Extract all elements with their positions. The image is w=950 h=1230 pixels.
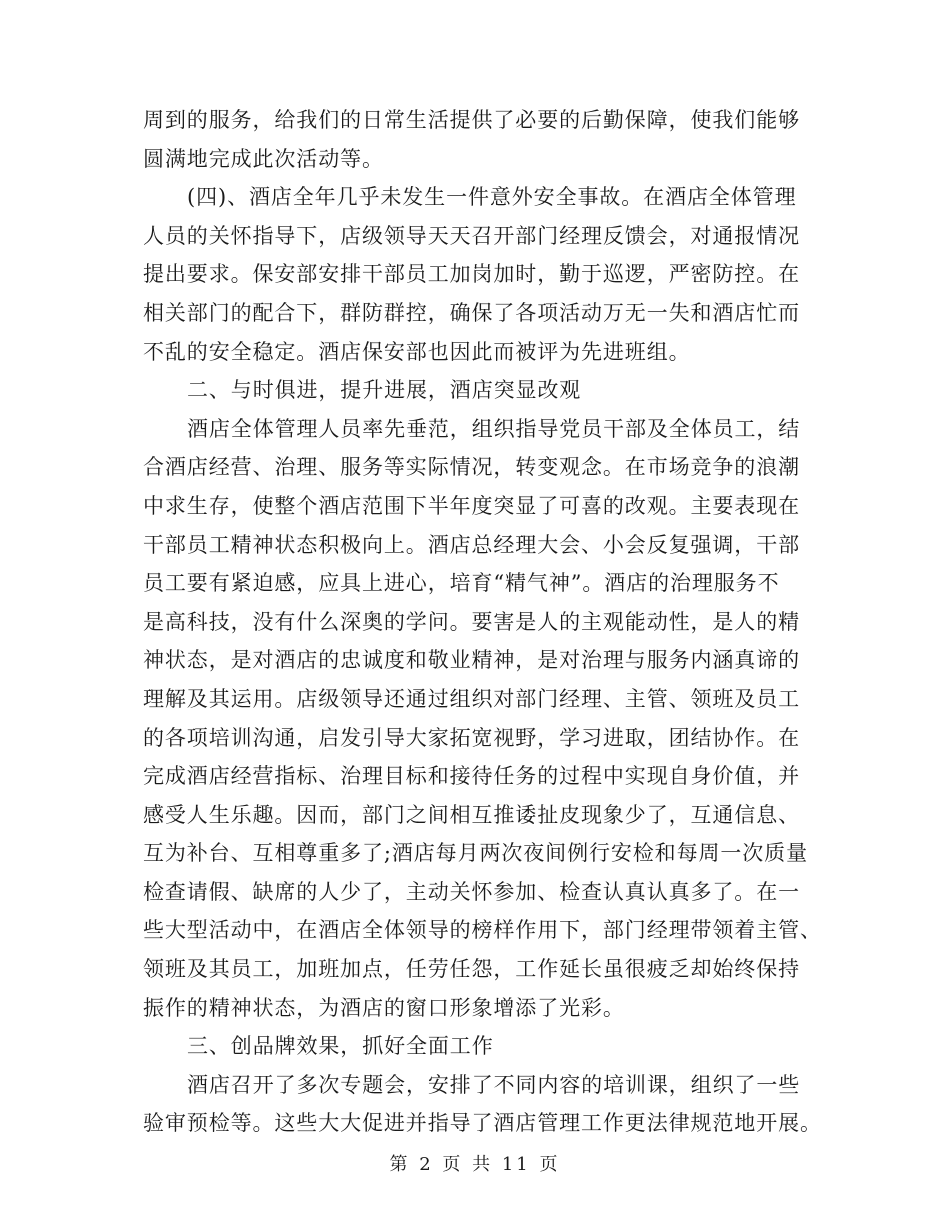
- text-line: 是高科技，没有什么深奥的学问。要害是人的主观能动性，是人的精: [143, 609, 800, 634]
- text-line: 酒店召开了多次专题会，安排了不同内容的培训课，组织了一些: [187, 1072, 801, 1097]
- text-line: 检查请假、缺席的人少了，主动关怀参加、检查认真认真多了。在一: [143, 879, 800, 904]
- text-line: 的各项培训沟通，启发引导大家拓宽视野，学习进取，团结协作。在: [143, 725, 800, 750]
- text-line: 酒店全体管理人员率先垂范，组织指导党员干部及全体员工，结: [187, 416, 801, 441]
- text-line: 些大型活动中，在酒店全体领导的榜样作用下，部门经理带领着主管、: [143, 918, 822, 943]
- text-line: 人员的关怀指导下，店级领导天天召开部门经理反馈会，对通报情况: [143, 223, 800, 248]
- text-line: 互为补台、互相尊重多了;酒店每月两次夜间例行安检和每周一次质量: [143, 841, 808, 866]
- text-line: 干部员工精神状态积极向上。酒店总经理大会、小会反复强调，干部: [143, 532, 800, 557]
- text-line: 中求生存，使整个酒店范围下半年度突显了可喜的改观。主要表现在: [143, 493, 800, 518]
- text-line: 理解及其运用。店级领导还通过组织对部门经理、主管、领班及员工: [143, 686, 800, 711]
- document-body: [143, 101, 822, 1143]
- text-line: 神状态，是对酒店的忠诚度和敬业精神，是对治理与服务内涵真谛的: [143, 648, 800, 673]
- text-line: 提出要求。保安部安排干部员工加岗加时，勤于巡逻，严密防控。在: [143, 262, 800, 287]
- text-line: 不乱的安全稳定。酒店保安部也因此而被评为先进班组。: [143, 339, 691, 364]
- text-line: 完成酒店经营指标、治理目标和接待任务的过程中实现自身价值，并: [143, 764, 800, 789]
- text-line: (四)、酒店全年几乎未发生一件意外安全事故。在酒店全体管理: [187, 185, 797, 210]
- text-line: 振作的精神状态，为酒店的窗口形象增添了光彩。: [143, 995, 625, 1020]
- text-line: 领班及其员工，加班加点，任劳任怨，工作延长虽很疲乏却始终保持: [143, 957, 800, 982]
- text-line: 员工要有紧迫感，应具上进心，培育“精气神”。酒店的治理服务不: [143, 571, 780, 596]
- text-line: 圆满地完成此次活动等。: [143, 146, 384, 171]
- text-line: 感受人生乐趣。因而，部门之间相互推诿扯皮现象少了，互通信息、: [143, 802, 800, 827]
- text-line: 验审预检等。这些大大促进并指导了酒店管理工作更法律规范地开展。: [143, 1111, 822, 1136]
- page-number-footer: 第 2 页 共 11 页: [389, 1154, 561, 1175]
- text-line: 相关部门的配合下，群防群控，确保了各项活动万无一失和酒店忙而: [143, 300, 800, 325]
- text-line: 三、创品牌效果，抓好全面工作: [187, 1034, 494, 1059]
- text-line: 二、与时俱进，提升进展，酒店突显改观: [187, 378, 582, 403]
- text-line: 合酒店经营、治理、服务等实际情况，转变观念。在市场竞争的浪潮: [143, 455, 800, 480]
- text-line: 周到的服务，给我们的日常生活提供了必要的后勤保障，使我们能够: [143, 108, 800, 132]
